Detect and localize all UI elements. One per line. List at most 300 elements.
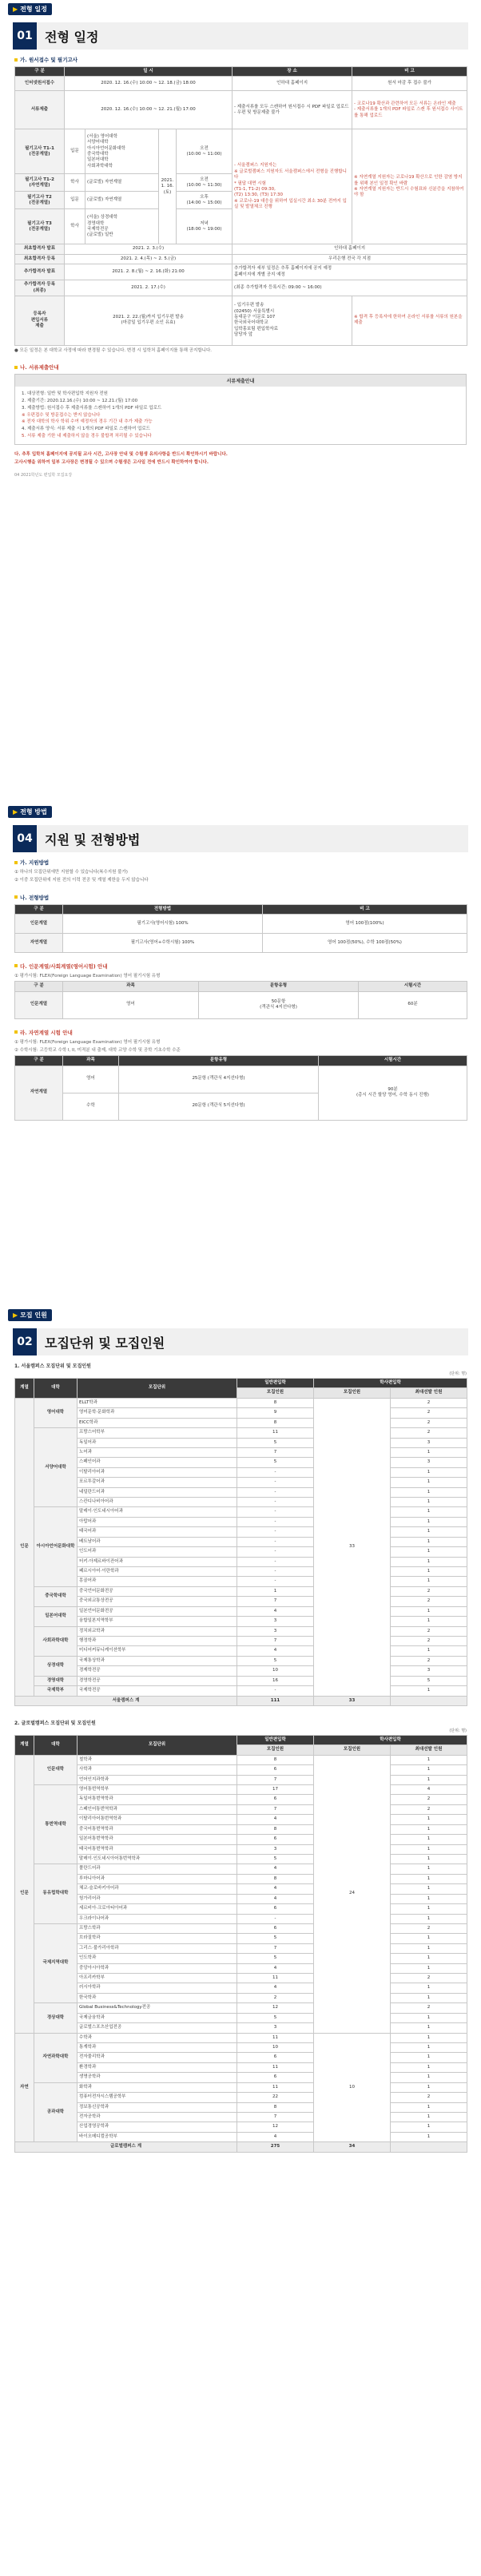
table-row [15, 1804, 467, 1814]
info-line: 1. 대상전형: 일반 및 학사편입학 지원자 전원 [22, 391, 108, 397]
cell: 영어 [63, 1066, 119, 1093]
general-quota-cell: - [237, 1537, 314, 1546]
max-select-cell: 1 [391, 1815, 467, 1824]
table-row [15, 1617, 467, 1626]
cell: 입문 [65, 129, 85, 174]
general-quota-cell: 11 [237, 1428, 314, 1438]
table-row [15, 1993, 467, 2002]
note-line: ① 평가시험: FLEX(Foreign Language Examination) 영어 필기시험 유형 [14, 1039, 161, 1045]
cell: 수학 [63, 1093, 119, 1120]
header-cell: 모집인원 [314, 1388, 391, 1398]
table-row [15, 1854, 467, 1864]
table-row [15, 1755, 467, 1764]
cell: 2021. 1. 16. (토) [159, 129, 177, 244]
max-select-cell: 1 [391, 1954, 467, 1963]
header-cell: 일 시 [65, 67, 233, 77]
dept-cell: 베트남어과 [78, 1537, 237, 1546]
max-select-cell: 1 [391, 1547, 467, 1557]
general-quota-cell: 10 [237, 1666, 314, 1676]
general-quota-cell: 5 [237, 1656, 314, 1665]
header-cell: 비 고 [263, 904, 467, 914]
max-select-cell: 2 [391, 1408, 467, 1418]
college-cell: 국제지역대학 [34, 1923, 78, 2002]
general-quota-cell: 6 [237, 1835, 314, 1844]
general-quota-cell: 6 [237, 1923, 314, 1933]
college-cell: 경상대학 [34, 2003, 78, 2033]
subsection-heading-text: 라. 자연계열 시험 안내 [20, 1029, 73, 1036]
table-row [15, 1954, 467, 1963]
table-row [15, 1666, 467, 1676]
dept-cell: 말레이·인도네시아어과 [78, 1507, 237, 1517]
info-line: ※ 우편접수 및 방문접수는 받지 않습니다 [22, 412, 101, 418]
dept-cell: 아랍어과 [78, 1517, 237, 1526]
general-quota-cell: - [237, 1467, 314, 1477]
header-cell: 모집인원 [237, 1388, 314, 1398]
cell: - 코로나19 확산과 관련하여 모든 서류는 온라인 제출 - 제출서류를 1개의 PDF 파일로 스캔 후 원서접수 사이트를 통해 업로드 [352, 91, 467, 129]
info-line: 5. 서류 제출 기한 내 제출하지 않을 경우 불합격 처리될 수 있습니다 [22, 433, 152, 439]
bullet-icon [14, 1030, 18, 1034]
table-row [15, 1438, 467, 1447]
cell: (글로벌) 자연계열 [85, 174, 159, 192]
table-row [15, 1884, 467, 1894]
table-row [15, 2023, 467, 2033]
header-cell: 일반편입학 [237, 1379, 314, 1388]
dept-cell: 중국어통번역학과 [78, 1824, 237, 1834]
general-quota-cell: - [237, 1557, 314, 1566]
section-number: 02 [13, 1328, 37, 1355]
header-cell: 대학 [34, 1379, 78, 1399]
row-label: 인문계열 [15, 991, 63, 1018]
general-quota-cell: 7 [237, 1597, 314, 1606]
max-select-cell: 1 [391, 1527, 467, 1537]
header-cell: 과목 [63, 1056, 119, 1066]
cell: 추가합격자 세부 일정은 추후 홈페이지에 공지 예정 홈페이지에 개별 공지 예정 [233, 264, 467, 280]
table-row [15, 1894, 467, 1903]
general-quota-cell: 4 [237, 1606, 314, 1616]
method-table [14, 904, 467, 953]
table-row [15, 254, 467, 264]
general-quota-cell: 4 [237, 1884, 314, 1894]
header-cell: 과목 [63, 982, 199, 991]
cell: 인하대 홈페이지 [233, 77, 352, 91]
dept-cell: ELLT학과 [78, 1398, 237, 1407]
dept-cell: Global Business&Technology전공 [78, 2003, 237, 2013]
header-cell: 계열 [15, 1735, 34, 1755]
dept-cell: 바이오메디컬공학부 [78, 2132, 237, 2141]
general-quota-cell: 17 [237, 1785, 314, 1795]
general-quota-cell: - [237, 1517, 314, 1526]
section-tag-bar [0, 1306, 481, 1324]
max-select-cell: 1 [391, 1507, 467, 1517]
dept-cell: 스페인어과 [78, 1458, 237, 1467]
cell: 필기고사(영어시험) 100% [63, 914, 263, 933]
college-cell: 일본어대학 [34, 1606, 78, 1626]
max-select-cell: 1 [391, 2013, 467, 2022]
dept-cell: 일본언어문화전공 [78, 1606, 237, 1616]
cell: 2021. 2. 8.(월) ~ 2. 16.(화) 21:00 [65, 264, 233, 280]
general-quota-cell: 8 [237, 1418, 314, 1427]
section-title: 모집단위 및 모집인원 [45, 1335, 165, 1351]
dept-cell: 독일어통번역학과 [78, 1795, 237, 1804]
section-title-bar [13, 22, 468, 50]
header-cell: 학사편입학 [314, 1379, 467, 1388]
dept-cell: 미디어커뮤니케이션학부 [78, 1646, 237, 1656]
section-title-bar [13, 825, 468, 852]
max-select-cell: 1 [391, 1894, 467, 1903]
max-select-cell: 1 [391, 1567, 467, 1577]
table-row [15, 91, 467, 129]
section-title: 전형 일정 [45, 29, 99, 45]
general-quota-cell: 5 [237, 1934, 314, 1943]
dept-cell: 영어통번역학부 [78, 1785, 237, 1795]
max-select-cell: 3 [391, 1438, 467, 1447]
subsection-heading-text: 가. 지원방법 [20, 859, 50, 866]
table-row [15, 1943, 467, 1953]
max-select-cell: 1 [391, 1617, 467, 1626]
table-row [15, 1785, 467, 1795]
general-quota-cell: 3 [237, 1626, 314, 1636]
section-title-bar [13, 1328, 468, 1355]
general-quota-cell: - [237, 1487, 314, 1497]
table-row [15, 1815, 467, 1824]
max-select-cell: 1 [391, 1755, 467, 1764]
dept-cell: 터키·아제르바이잔어과 [78, 1557, 237, 1566]
cell: - 입기우편 발송 (02450) 서울특별시 동대문구 이문로 107 한국외국어대학교 입학홍보팀 편입학자료 담당자 앞 [233, 296, 352, 345]
max-select-cell: 1 [391, 1993, 467, 2002]
cell: 2021. 2. 3.(수) [65, 244, 233, 254]
bullet-icon [14, 366, 18, 369]
max-select-cell: 4 [391, 1785, 467, 1795]
max-select-cell: 1 [391, 1884, 467, 1894]
max-select-cell: 1 [391, 1963, 467, 1973]
header-cell: 구 분 [15, 904, 63, 914]
cell: 50문항 (객관식 4지선다형) [199, 991, 359, 1018]
table-row [15, 1487, 467, 1497]
info-line: 4. 제출서류 양식: 서류 제출 시 1개의 PDF 파일로 스캔하여 업로드 [22, 427, 150, 432]
total-general: 111 [237, 1696, 314, 1705]
dept-cell: 태국어과 [78, 1527, 237, 1537]
general-quota-cell: 6 [237, 1795, 314, 1804]
cell: 영어 [63, 991, 199, 1018]
general-quota-cell: - [237, 1914, 314, 1923]
general-quota-cell: 7 [237, 1804, 314, 1814]
cell: (글로벌) 자연계열 [85, 192, 159, 209]
table-row [15, 1844, 467, 1854]
general-quota-cell: 4 [237, 1646, 314, 1656]
college-cell: 국제학부 [34, 1686, 78, 1696]
table-row [15, 2093, 467, 2102]
cell: (서울) 상경대학 경영대학 국제학전공 (글로벌) 일반 [85, 209, 159, 244]
subsection-heading-text: 나. 전형방법 [20, 894, 50, 901]
max-select-cell: 1 [391, 1577, 467, 1586]
row-label: 인터넷원서접수 [15, 77, 65, 91]
cell: 저녁 (18:00 ~ 19:00) [177, 209, 233, 244]
table-row [15, 1963, 467, 1973]
dept-cell: 컴퓨터전자시스템공학부 [78, 2093, 237, 2102]
general-quota-cell: 12 [237, 2122, 314, 2132]
row-label: 인문계열 [15, 914, 63, 933]
header-cell: 전형방법 [63, 904, 263, 914]
header-cell: 문항유형 [199, 982, 359, 991]
general-quota-cell: 3 [237, 2023, 314, 2033]
dept-cell: 네덜란드어과 [78, 1487, 237, 1497]
header-cell: 시험시간 [319, 1056, 467, 1066]
row-label: 추가합격자 등록 (최종) [15, 280, 65, 296]
header-cell: 최대선발 인원 [391, 1388, 467, 1398]
table-caption: 2. 글로벌캠퍼스 모집단위 및 모집인원 [14, 1720, 96, 1726]
table-row [15, 2082, 467, 2092]
college-cell: 통번역대학 [34, 1785, 78, 1864]
max-select-cell: 1 [391, 1606, 467, 1616]
dept-cell: 스페인어통번역학과 [78, 1804, 237, 1814]
table-row [15, 1874, 467, 1883]
table-row [15, 1934, 467, 1943]
dept-cell: 프랑스학과 [78, 1923, 237, 1933]
dept-cell: 융합일본지역학부 [78, 1617, 237, 1626]
cell: 2021. 2. 22.(월)까지 입기우편 발송 (마감일 입기우편 소인 유효) [65, 296, 233, 345]
table-row [15, 1765, 467, 1775]
table-row [15, 1567, 467, 1577]
table-row [15, 280, 467, 296]
general-quota-cell: 7 [237, 2112, 314, 2122]
max-select-cell: 1 [391, 1835, 467, 1844]
dept-cell: 한국학과 [78, 1993, 237, 2002]
table-row [15, 2062, 467, 2072]
general-quota-cell: 7 [237, 1636, 314, 1645]
max-select-cell: 2 [391, 1974, 467, 1983]
general-quota-cell: 4 [237, 1983, 314, 1993]
general-quota-cell: 5 [237, 1854, 314, 1864]
bullet-icon [14, 58, 18, 62]
group-cell: 자연 [15, 2033, 34, 2142]
cell: 25문항 (객관식 4지선다형) [119, 1066, 319, 1093]
max-select-cell: 2 [391, 1795, 467, 1804]
header-cell: 모집단위 [78, 1735, 237, 1755]
bachelor-quota-cell: 24 [314, 1755, 391, 2033]
table-row [15, 1824, 467, 1834]
section-number: 01 [13, 22, 37, 50]
general-quota-cell: 6 [237, 1904, 314, 1914]
table-row [15, 914, 467, 933]
header-cell: 비 고 [352, 67, 467, 77]
header-cell: 시험시간 [359, 982, 467, 991]
subsection-heading-text: 나. 서류제출안내 [20, 364, 59, 371]
table-row [15, 1577, 467, 1586]
table-row [15, 1636, 467, 1645]
dept-cell: 말레이·인도네시아어통번역학과 [78, 1854, 237, 1864]
total-bachelor: 34 [314, 2142, 391, 2152]
max-select-cell: 1 [391, 2073, 467, 2082]
general-quota-cell: 11 [237, 2062, 314, 2072]
bullet-icon [14, 964, 18, 967]
cell: 우리은행 전국 각 지점 [233, 254, 467, 264]
general-quota-cell: - [237, 1507, 314, 1517]
max-select-cell: 1 [391, 1478, 467, 1487]
max-select-cell: 1 [391, 2132, 467, 2141]
general-quota-cell: 4 [237, 1894, 314, 1903]
general-quota-cell: - [237, 1498, 314, 1507]
table-row [15, 1923, 467, 1933]
unit-label: (단위: 명) [449, 1371, 467, 1376]
max-select-cell: 2 [391, 1418, 467, 1427]
row-label: 자연계열 [15, 1066, 63, 1120]
row-label: 최초합격자 등록 [15, 254, 65, 264]
note-line: ① 평가시험: FLEX(Foreign Language Examination) 영어 필기시험 유형 [14, 973, 161, 978]
row-label: 등록자 편입서류 제출 [15, 296, 65, 345]
group-cell: 인문 [15, 1755, 34, 2033]
dept-cell: 페르시아어·이란학과 [78, 1567, 237, 1577]
max-select-cell: 2 [391, 2093, 467, 2102]
max-select-cell: 1 [391, 2023, 467, 2033]
max-select-cell: 1 [391, 2062, 467, 2072]
header-cell: 모집단위 [78, 1379, 237, 1399]
table-header-row [15, 904, 467, 914]
red-notice: 고사시행을 위하여 일부 고사장은 변경될 수 있으며 수험생은 고사일 전에 반드시 확인하여야 합니다. [14, 460, 209, 466]
info-line: 3. 제출방법: 원서접수 후 제출서류를 스캔하여 1개의 PDF 파일로 업로드 [22, 405, 162, 411]
header-cell: 구 분 [15, 67, 65, 77]
table-row [15, 1527, 467, 1537]
general-quota-cell: - [237, 1547, 314, 1557]
dept-cell: 이탈리아어통번역학과 [78, 1815, 237, 1824]
general-quota-cell: 6 [237, 2053, 314, 2062]
section-number: 04 [13, 825, 37, 852]
bachelor-quota-cell: 10 [314, 2033, 391, 2142]
header-cell: 구 분 [15, 1056, 63, 1066]
section-tag [8, 1309, 52, 1321]
cell: 2021. 2. 4.(목) ~ 2. 5.(금) [65, 254, 233, 264]
table-row [15, 2132, 467, 2141]
general-quota-cell: 4 [237, 1963, 314, 1973]
section-title: 지원 및 전형방법 [45, 832, 141, 847]
dept-cell: 이탈리아어과 [78, 1467, 237, 1477]
global-quota-table [14, 1735, 467, 2153]
general-quota-cell: - [237, 1478, 314, 1487]
college-cell: 상경대학 [34, 1656, 78, 1676]
dept-cell: 정치외교학과 [78, 1626, 237, 1636]
dept-cell: 국제통상학과 [78, 1656, 237, 1665]
max-select-cell: 1 [391, 1557, 467, 1566]
total-row [15, 1696, 467, 1705]
table-row [15, 2013, 467, 2022]
college-cell: 인문대학 [34, 1755, 78, 1784]
table-row [15, 1507, 467, 1517]
row-label: 필기고사 T1-1 (전공계열) [15, 129, 65, 174]
general-quota-cell: 8 [237, 2102, 314, 2112]
max-select-cell: 2 [391, 1656, 467, 1665]
table-row [15, 1606, 467, 1616]
humanities-exam-table [14, 981, 467, 1018]
table-row [15, 1428, 467, 1438]
table-row [15, 1597, 467, 1606]
college-cell: 경영대학 [34, 1676, 78, 1685]
dept-cell: 환경학과 [78, 2062, 237, 2072]
max-select-cell: 1 [391, 1498, 467, 1507]
dept-cell: 브라질학과 [78, 1934, 237, 1943]
dept-cell: 정보통신공학과 [78, 2102, 237, 2112]
max-select-cell: 1 [391, 1517, 467, 1526]
cell: ※ 합격 후 등록자에 한하여 온라인 서류를 서류의 원본을 제출 [352, 296, 467, 345]
table-row [15, 1458, 467, 1467]
schedule-section [0, 0, 481, 803]
table-row [15, 1467, 467, 1477]
college-cell: 아시아언어문화대학 [34, 1507, 78, 1586]
general-quota-cell: 7 [237, 1943, 314, 1953]
dept-cell: 국제금융학과 [78, 2013, 237, 2022]
triangle-icon: ▶ [13, 808, 18, 816]
dept-cell: 노어과 [78, 1447, 237, 1457]
section-tag-bar [0, 0, 481, 18]
cell: - 서울캠퍼스 지원자는 ※ 글로벌캠퍼스 지원자도 서울캠퍼스에서 전형을 진행합니다 * 필답 대면 시험 (T1-1, T1-2) 09:30, (T2) 13:30, (T3) 17:30 ※ 코로나-19 대응을 위하여 입실시간 최소 30분 전까지 입실 및 발열체크 진행 [233, 129, 352, 244]
dept-cell: 프랑스어학부 [78, 1428, 237, 1438]
general-quota-cell: 8 [237, 1398, 314, 1407]
max-select-cell: 3 [391, 1458, 467, 1467]
general-quota-cell: 6 [237, 2073, 314, 2082]
table-row [15, 2043, 467, 2053]
max-select-cell: 1 [391, 2053, 467, 2062]
table-row [15, 1626, 467, 1636]
general-quota-cell: 5 [237, 2013, 314, 2022]
max-select-cell: 1 [391, 1824, 467, 1834]
dept-cell: 폴란드어과 [78, 1864, 237, 1874]
header-cell: 일반편입학 [237, 1735, 314, 1744]
table-row [15, 1775, 467, 1784]
dept-cell: 경제학전공 [78, 1666, 237, 1676]
section-tag-label: 모집 인원 [20, 1311, 47, 1319]
general-quota-cell: 16 [237, 1676, 314, 1685]
info-box-body [15, 387, 466, 444]
general-quota-cell: 3 [237, 1617, 314, 1626]
subsection-heading [14, 1029, 467, 1036]
general-quota-cell: 8 [237, 1824, 314, 1834]
college-cell: 서양어대학 [34, 1428, 78, 1507]
general-quota-cell: - [237, 1527, 314, 1537]
cell: 오전 (10:00 ~ 11:00) [177, 129, 233, 174]
section-tag-bar [0, 803, 481, 820]
general-quota-cell: 9 [237, 1408, 314, 1418]
max-select-cell: 3 [391, 1666, 467, 1676]
header-cell: 모집인원 [237, 1745, 314, 1755]
total-general: 275 [237, 2142, 314, 2152]
cell: 인하대 홈페이지 [233, 244, 467, 254]
section-tag [8, 806, 52, 818]
general-quota-cell: 5 [237, 1438, 314, 1447]
general-quota-cell: 11 [237, 1974, 314, 1983]
table-row [15, 2073, 467, 2082]
cell: 영어 100점(100%) [263, 914, 467, 933]
section-tag-label: 전형 방법 [20, 808, 47, 816]
table-row [15, 1408, 467, 1418]
dept-cell: 포르투갈어과 [78, 1478, 237, 1487]
table-row [15, 244, 467, 254]
table-row [15, 1795, 467, 1804]
college-cell: 중국학대학 [34, 1586, 78, 1606]
max-select-cell: 1 [391, 1487, 467, 1497]
cell: 2020. 12. 16.(수) 10:00 ~ 12. 18.(금) 18:00 [65, 77, 233, 91]
total-label: 글로벌캠퍼스 계 [15, 2142, 237, 2152]
dept-cell: 러시아학과 [78, 1983, 237, 1993]
dept-cell: 그리스·불가리아학과 [78, 1943, 237, 1953]
table-row [15, 2102, 467, 2112]
quota-section [0, 1306, 481, 2161]
table-header-row [15, 982, 467, 991]
row-label: 필기고사 T1-2 (자연계열) [15, 174, 65, 192]
max-select-cell: 2 [391, 1923, 467, 1933]
table-row [15, 1537, 467, 1546]
table-header-row [15, 1379, 467, 1388]
table-row [15, 1447, 467, 1457]
cell: - 제출서류를 모두 스캔하여 원서접수 시 PDF 파일로 업로드 - 우편 및 방문제출 불가 [233, 91, 352, 129]
general-quota-cell: 10 [237, 2043, 314, 2053]
